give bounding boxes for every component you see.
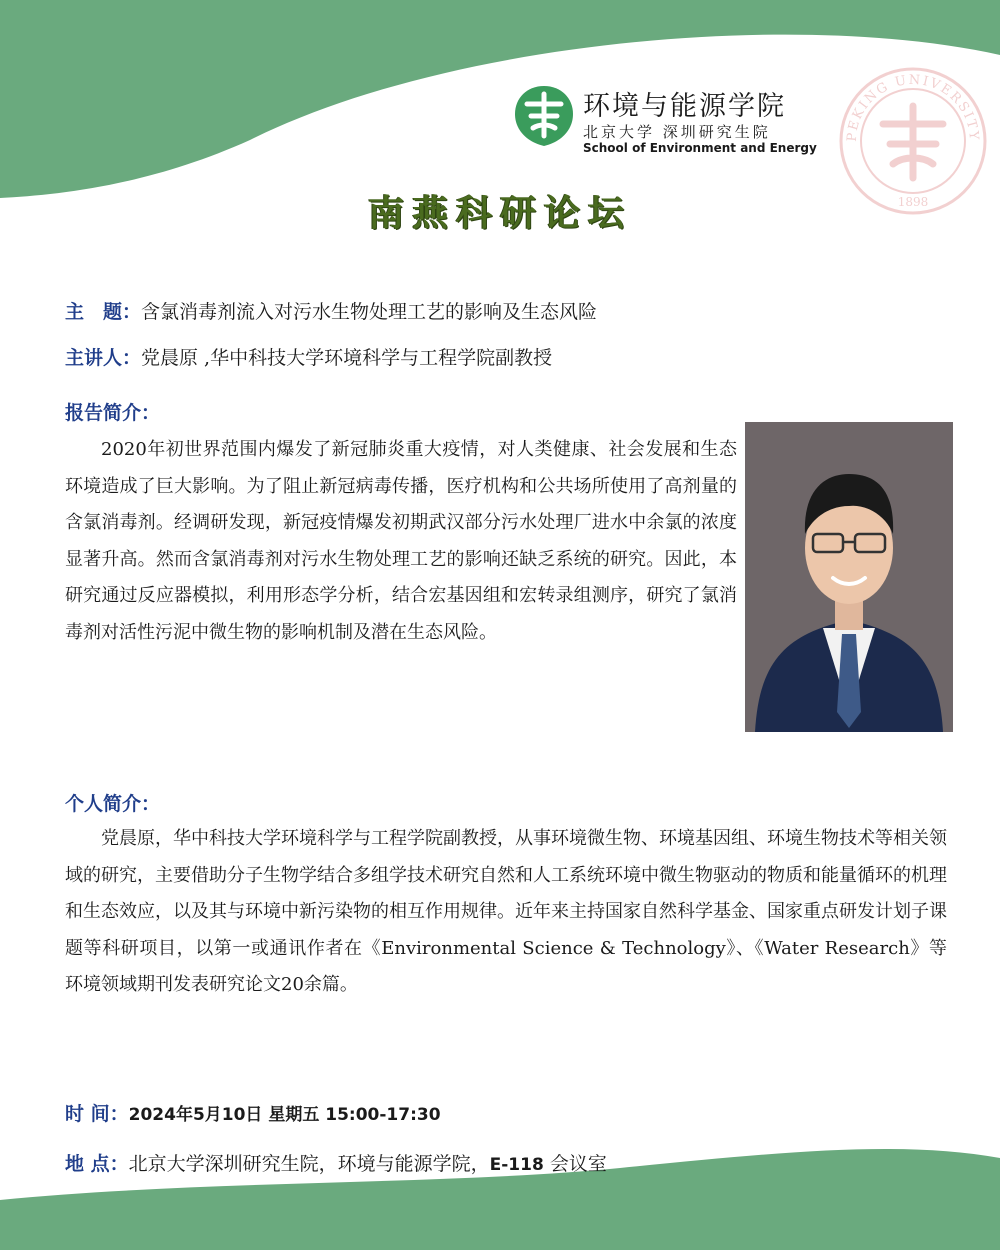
school-name-cn: 环境与能源学院 — [583, 91, 786, 122]
seal-text: PEKING UNIVERSITY — [844, 72, 982, 143]
place-text: 北京大学深圳研究生院，环境与能源学院， — [128, 1153, 490, 1175]
time-line — [65, 1101, 441, 1128]
school-name-en: School of Environment and Energy — [583, 141, 817, 155]
school-emblem-icon — [513, 84, 575, 148]
speaker-label: 主讲人： — [65, 347, 142, 369]
seal-year: 1898 — [897, 195, 929, 209]
room-number: E-118 — [489, 1155, 544, 1175]
school-sub-name-cn: 北京大学 深圳研究生院 — [583, 123, 771, 141]
topic-line — [65, 299, 597, 325]
topic-label: 主 题： — [65, 301, 142, 323]
speaker-line — [65, 345, 552, 371]
speaker-photo — [745, 422, 953, 732]
room-suffix: 会议室 — [543, 1153, 607, 1175]
bio-text: 党晨原，华中科技大学环境科学与工程学院副教授，从事环境微生物、环境基因组、环境生物技术等相关领域的研究，主要借助分子生物学结合多组学技术研究自然和人工系统环境中微生物驱动的物质和能量循环的机理和生态效应，以及其与环境中新污染物的相互作用规律。近年来主持国家自然科学基金、国家重点研发计划子课题等科研项目，以第一或通讯作者在《Environmental Science & Technology》、《Water Research》等环境领域期刊发表研究论文20余篇。 — [65, 828, 947, 995]
topic-text: 含氯消毒剂流入对污水生物处理工艺的影响及生态风险 — [141, 301, 598, 323]
abstract-heading: 报告简介： — [65, 402, 161, 424]
abstract-text: 2020年初世界范围内爆发了新冠肺炎重大疫情，对人类健康、社会发展和生态环境造成了巨大影响。为了阻止新冠病毒传播，医疗机构和公共场所使用了高剂量的含氯消毒剂。经调研发现，新冠疫情爆发初期武汉部分污水处理厂进水中余氯的浓度显著升高。然而含氯消毒剂对污水生物处理工艺的影响还缺乏系统的研究。因此，本研究通过反应器模拟，利用形态学分析，结合宏基因组和宏转录组测序，研究了氯消毒剂对活性污泥中微生物的影响机制及潜在生态风险。 — [65, 439, 737, 643]
forum-title: 南燕科研论坛 — [367, 193, 632, 234]
place-line — [65, 1151, 607, 1178]
speaker-text: 党晨原 ,华中科技大学环境科学与工程学院副教授 — [141, 347, 553, 369]
place-label: 地 点： — [65, 1153, 129, 1175]
time-text: 2024年5月10日 星期五 15:00-17:30 — [128, 1105, 441, 1125]
bio-heading: 个人简介： — [65, 793, 161, 815]
school-logo — [513, 84, 817, 164]
time-label: 时 间： — [65, 1103, 129, 1125]
